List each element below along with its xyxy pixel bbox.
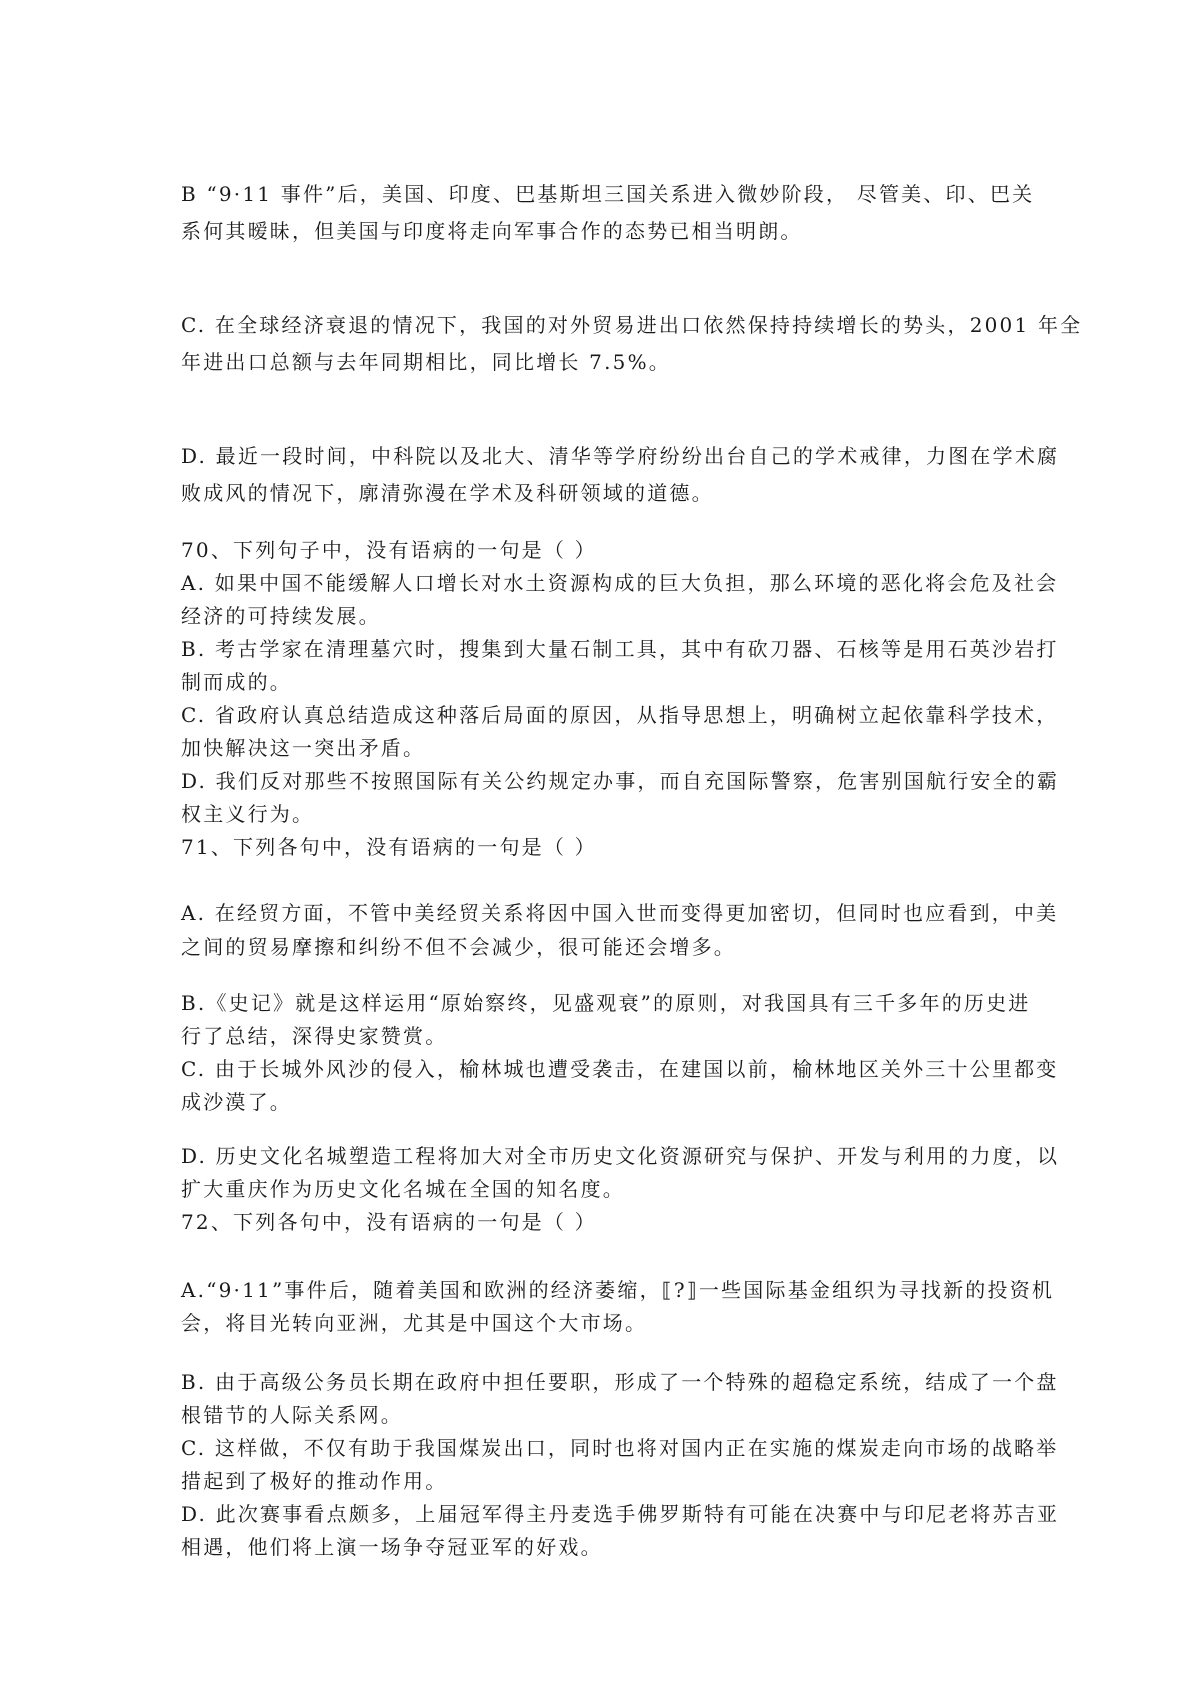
text-line: 权主义行为。	[181, 802, 315, 826]
text-line: 成沙漠了。	[181, 1090, 292, 1114]
question-heading: 71、下列各句中，没有语病的一句是（ ）	[181, 835, 597, 859]
text-line: 扩大重庆作为历史文化名城在全国的知名度。	[181, 1177, 625, 1201]
text-line: D. 我们反对那些不按照国际有关公约规定办事，而自充国际警察，危害别国航行安全的霸	[181, 769, 1060, 793]
text-line: 措起到了极好的推动作用。	[181, 1469, 448, 1493]
text-line: 经济的可持续发展。	[181, 604, 381, 628]
text-line: 行了总结，深得史家赞赏。	[181, 1024, 448, 1048]
text-line: 系何其暧昧，但美国与印度将走向军事合作的态势已相当明朗。	[181, 219, 803, 243]
text-line: C. 省政府认真总结造成这种落后局面的原因，从指导思想上，明确树立起依靠科学技术，	[181, 703, 1059, 727]
text-line: 相遇，他们将上演一场争夺冠亚军的好戏。	[181, 1535, 603, 1559]
text-line: 根错节的人际关系网。	[181, 1403, 403, 1427]
text-line: 制而成的。	[181, 670, 292, 694]
text-line: 会，将目光转向亚洲，尤其是中国这个大市场。	[181, 1311, 648, 1335]
text-line: D. 此次赛事看点颇多，上届冠军得主丹麦选手佛罗斯特有可能在决赛中与印尼老将苏吉亚	[181, 1502, 1060, 1526]
text-line: A. 在经贸方面，不管中美经贸关系将因中国入世而变得更加密切，但同时也应看到，中美	[181, 901, 1059, 925]
text-line: B.《史记》就是这样运用“原始察终，见盛观衰”的原则，对我国具有三千多年的历史进	[181, 991, 1031, 1015]
question-heading: 70、下列句子中，没有语病的一句是（ ）	[181, 538, 597, 562]
text-line: D. 最近一段时间，中科院以及北大、清华等学府纷纷出台自己的学术戒律，力图在学术腐	[181, 444, 1060, 468]
text-line: 加快解决这一突出矛盾。	[181, 736, 426, 760]
text-line: 年进出口总额与去年同期相比，同比增长 7.5%。	[181, 350, 671, 374]
text-line: B. 考古学家在清理墓穴时，搜集到大量石制工具，其中有砍刀器、石核等是用石英沙岩打	[181, 637, 1059, 661]
text-line: 之间的贸易摩擦和纠纷不但不会减少，很可能还会增多。	[181, 935, 736, 959]
text-line: C. 这样做，不仅有助于我国煤炭出口，同时也将对国内正在实施的煤炭走向市场的战略举	[181, 1436, 1059, 1460]
text-line: A. 如果中国不能缓解人口增长对水土资源构成的巨大负担，那么环境的恶化将会危及社会	[181, 571, 1059, 595]
text-line: D. 历史文化名城塑造工程将加大对全市历史文化资源研究与保护、开发与利用的力度，以	[181, 1144, 1060, 1168]
text-line: C. 在全球经济衰退的情况下，我国的对外贸易进出口依然保持持续增长的势头，2001 年全	[181, 313, 1083, 337]
text-line: B “9·11 事件”后，美国、印度、巴基斯坦三国关系进入微妙阶段， 尽管美、印、巴关	[181, 182, 1035, 206]
text-line: B. 由于高级公务员长期在政府中担任要职，形成了一个特殊的超稳定系统，结成了一个盘	[181, 1370, 1059, 1394]
text-line: 败成风的情况下，廓清弥漫在学术及科研领域的道德。	[181, 481, 714, 505]
question-heading: 72、下列各句中，没有语病的一句是（ ）	[181, 1210, 597, 1234]
text-line: A.“9·11”事件后，随着美国和欧洲的经济萎缩，⟦?⟧一些国际基金组织为寻找新的投资机	[181, 1278, 1055, 1302]
text-line: C. 由于长城外风沙的侵入，榆林城也遭受袭击，在建国以前，榆林地区关外三十公里都变	[181, 1057, 1059, 1081]
